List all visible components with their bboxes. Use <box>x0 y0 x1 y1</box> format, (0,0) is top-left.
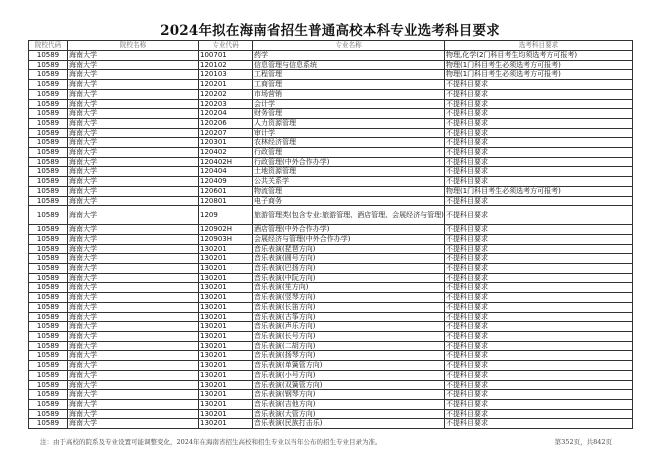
table-row <box>29 312 633 322</box>
major-code-cell: 130201 <box>199 399 253 409</box>
major-name-cell: 音乐表演(民族打击乐) <box>253 419 445 429</box>
table-row <box>29 186 633 196</box>
header-school-code: 院校代码 <box>29 41 68 51</box>
table-row <box>29 148 633 158</box>
table-row <box>29 409 633 419</box>
subject-requirement-cell: 不提科目要求 <box>445 341 633 351</box>
school-code-cell: 10589 <box>29 390 68 400</box>
major-code-cell: 120103 <box>199 70 253 80</box>
header-major-code: 专业代码 <box>199 41 253 51</box>
major-name-cell: 审计学 <box>253 128 445 138</box>
school-name-cell: 海南大学 <box>68 148 199 158</box>
major-name-cell: 音乐表演(钢琴方向) <box>253 390 445 400</box>
subject-requirement-cell: 物理(1门科目考生必须选考方可报考) <box>445 60 633 70</box>
school-name-cell: 海南大学 <box>68 177 199 187</box>
table-row <box>29 51 633 61</box>
major-name-cell: 音乐表演(大管方向) <box>253 409 445 419</box>
table-row <box>29 70 633 80</box>
school-code-cell: 10589 <box>29 70 68 80</box>
major-name-cell: 音乐表演(琵琶方向) <box>253 244 445 254</box>
subject-requirement-cell: 不提科目要求 <box>445 244 633 254</box>
school-code-cell: 10589 <box>29 51 68 61</box>
table-row <box>29 80 633 90</box>
major-code-cell: 130201 <box>199 293 253 303</box>
major-code-cell: 120409 <box>199 177 253 187</box>
school-name-cell: 海南大学 <box>68 234 199 244</box>
header-major-name: 专业名称 <box>253 41 445 51</box>
school-code-cell: 10589 <box>29 341 68 351</box>
table-row <box>29 254 633 264</box>
major-code-cell: 120902H <box>199 225 253 235</box>
subject-requirement-cell: 不提科目要求 <box>445 361 633 371</box>
major-name-cell: 音乐表演(圆号方向) <box>253 254 445 264</box>
subject-requirement-cell: 物理(1门科目考生必须选考方可报考) <box>445 70 633 80</box>
header-school-name: 院校名称 <box>68 41 199 51</box>
subject-requirement-cell: 不提科目要求 <box>445 234 633 244</box>
table-row <box>29 264 633 274</box>
major-code-cell: 120102 <box>199 60 253 70</box>
school-name-cell: 海南大学 <box>68 409 199 419</box>
table-row <box>29 225 633 235</box>
major-code-cell: 120801 <box>199 196 253 206</box>
major-name-cell: 音乐表演(长号方向) <box>253 331 445 341</box>
table-row <box>29 206 633 225</box>
table-row <box>29 177 633 187</box>
school-name-cell: 海南大学 <box>68 390 199 400</box>
school-name-cell: 海南大学 <box>68 283 199 293</box>
table-row <box>29 138 633 148</box>
table-row <box>29 331 633 341</box>
subject-requirement-cell: 不提科目要求 <box>445 409 633 419</box>
school-code-cell: 10589 <box>29 244 68 254</box>
major-code-cell: 130201 <box>199 322 253 332</box>
table-row <box>29 244 633 254</box>
table-row <box>29 167 633 177</box>
school-code-cell: 10589 <box>29 264 68 274</box>
major-code-cell: 130201 <box>199 409 253 419</box>
school-code-cell: 10589 <box>29 167 68 177</box>
school-code-cell: 10589 <box>29 302 68 312</box>
table-row <box>29 109 633 119</box>
major-name-cell: 农林经济管理 <box>253 138 445 148</box>
school-name-cell: 海南大学 <box>68 167 199 177</box>
major-name-cell: 音乐表演(中阮方向) <box>253 273 445 283</box>
major-code-cell: 120206 <box>199 118 253 128</box>
table-row <box>29 322 633 332</box>
school-code-cell: 10589 <box>29 293 68 303</box>
school-code-cell: 10589 <box>29 138 68 148</box>
major-code-cell: 130201 <box>199 283 253 293</box>
school-name-cell: 海南大学 <box>68 244 199 254</box>
major-name-cell: 音乐表演(声乐方向) <box>253 322 445 332</box>
school-name-cell: 海南大学 <box>68 331 199 341</box>
subject-requirement-cell: 不提科目要求 <box>445 148 633 158</box>
table-row <box>29 157 633 167</box>
major-name-cell: 音乐表演(笙方向) <box>253 283 445 293</box>
table-row <box>29 128 633 138</box>
major-name-cell: 市场营销 <box>253 89 445 99</box>
school-name-cell: 海南大学 <box>68 186 199 196</box>
major-code-cell: 120207 <box>199 128 253 138</box>
major-code-cell: 120203 <box>199 99 253 109</box>
table-row <box>29 361 633 371</box>
subject-requirement-cell: 不提科目要求 <box>445 399 633 409</box>
school-code-cell: 10589 <box>29 99 68 109</box>
school-name-cell: 海南大学 <box>68 380 199 390</box>
school-code-cell: 10589 <box>29 89 68 99</box>
major-code-cell: 130201 <box>199 390 253 400</box>
page-indicator: 第352页，共842页 <box>554 438 612 446</box>
major-name-cell: 音乐表演(长笛方向) <box>253 302 445 312</box>
major-name-cell: 旅游管理类(包含专业:旅游管理、酒店管理、会展经济与管理) <box>253 206 445 225</box>
major-name-cell: 音乐表演(吉他方向) <box>253 399 445 409</box>
school-name-cell: 海南大学 <box>68 312 199 322</box>
school-code-cell: 10589 <box>29 128 68 138</box>
subject-requirement-cell: 不提科目要求 <box>445 419 633 429</box>
major-code-cell: 130201 <box>199 302 253 312</box>
subject-requirement-cell: 不提科目要求 <box>445 293 633 303</box>
school-name-cell: 海南大学 <box>68 361 199 371</box>
table-row <box>29 399 633 409</box>
school-code-cell: 10589 <box>29 419 68 429</box>
school-name-cell: 海南大学 <box>68 254 199 264</box>
table-row <box>29 283 633 293</box>
major-name-cell: 工程管理 <box>253 70 445 80</box>
subject-requirement-cell: 不提科目要求 <box>445 283 633 293</box>
subject-requirements-table <box>28 40 633 429</box>
major-code-cell: 130201 <box>199 244 253 254</box>
major-code-cell: 120402H <box>199 157 253 167</box>
school-name-cell: 海南大学 <box>68 399 199 409</box>
major-name-cell: 财务管理 <box>253 109 445 119</box>
school-code-cell: 10589 <box>29 283 68 293</box>
subject-requirement-cell: 不提科目要求 <box>445 157 633 167</box>
school-code-cell: 10589 <box>29 370 68 380</box>
school-name-cell: 海南大学 <box>68 351 199 361</box>
major-code-cell: 130201 <box>199 254 253 264</box>
school-name-cell: 海南大学 <box>68 206 199 225</box>
major-name-cell: 行政管理(中外合作办学) <box>253 157 445 167</box>
major-name-cell: 音乐表演(古筝方向) <box>253 312 445 322</box>
subject-requirement-cell: 不提科目要求 <box>445 322 633 332</box>
subject-requirement-cell: 不提科目要求 <box>445 312 633 322</box>
school-name-cell: 海南大学 <box>68 264 199 274</box>
school-name-cell: 海南大学 <box>68 273 199 283</box>
school-name-cell: 海南大学 <box>68 370 199 380</box>
school-name-cell: 海南大学 <box>68 51 199 61</box>
subject-requirement-cell: 不提科目要求 <box>445 264 633 274</box>
subject-requirement-cell: 物理,化学(2门科目考生均须选考方可报考) <box>445 51 633 61</box>
subject-requirement-cell: 不提科目要求 <box>445 273 633 283</box>
school-name-cell: 海南大学 <box>68 293 199 303</box>
school-code-cell: 10589 <box>29 322 68 332</box>
major-code-cell: 120201 <box>199 80 253 90</box>
school-code-cell: 10589 <box>29 148 68 158</box>
major-code-cell: 130201 <box>199 264 253 274</box>
subject-requirement-cell: 不提科目要求 <box>445 390 633 400</box>
school-name-cell: 海南大学 <box>68 70 199 80</box>
table-row <box>29 380 633 390</box>
subject-requirement-cell: 不提科目要求 <box>445 331 633 341</box>
table-row <box>29 302 633 312</box>
school-code-cell: 10589 <box>29 351 68 361</box>
subject-requirement-cell: 不提科目要求 <box>445 302 633 312</box>
major-name-cell: 药学 <box>253 51 445 61</box>
major-code-cell: 130201 <box>199 341 253 351</box>
major-code-cell: 120204 <box>199 109 253 119</box>
major-code-cell: 130201 <box>199 273 253 283</box>
school-name-cell: 海南大学 <box>68 128 199 138</box>
major-name-cell: 音乐表演(单簧管方向) <box>253 361 445 371</box>
school-name-cell: 海南大学 <box>68 225 199 235</box>
school-name-cell: 海南大学 <box>68 118 199 128</box>
school-code-cell: 10589 <box>29 225 68 235</box>
table-row <box>29 351 633 361</box>
major-name-cell: 音乐表演(双簧管方向) <box>253 380 445 390</box>
subject-requirement-cell: 不提科目要求 <box>445 177 633 187</box>
school-name-cell: 海南大学 <box>68 99 199 109</box>
table-header-row <box>29 41 633 51</box>
school-code-cell: 10589 <box>29 409 68 419</box>
major-code-cell: 1209 <box>199 206 253 225</box>
major-code-cell: 100701 <box>199 51 253 61</box>
school-code-cell: 10589 <box>29 109 68 119</box>
subject-requirement-cell: 不提科目要求 <box>445 89 633 99</box>
school-code-cell: 10589 <box>29 157 68 167</box>
major-code-cell: 120404 <box>199 167 253 177</box>
school-code-cell: 10589 <box>29 254 68 264</box>
school-code-cell: 10589 <box>29 380 68 390</box>
subject-requirement-cell: 不提科目要求 <box>445 206 633 225</box>
subject-requirement-cell: 不提科目要求 <box>445 196 633 206</box>
major-name-cell: 音乐表演(扬琴方向) <box>253 351 445 361</box>
school-code-cell: 10589 <box>29 234 68 244</box>
school-name-cell: 海南大学 <box>68 80 199 90</box>
table-row <box>29 89 633 99</box>
school-code-cell: 10589 <box>29 186 68 196</box>
table-row <box>29 196 633 206</box>
subject-requirement-cell: 不提科目要求 <box>445 370 633 380</box>
subject-requirement-cell: 不提科目要求 <box>445 128 633 138</box>
school-code-cell: 10589 <box>29 361 68 371</box>
school-name-cell: 海南大学 <box>68 322 199 332</box>
major-name-cell: 会计学 <box>253 99 445 109</box>
subject-requirement-cell: 不提科目要求 <box>445 351 633 361</box>
major-name-cell: 音乐表演(巴扬方向) <box>253 264 445 274</box>
subject-requirement-cell: 不提科目要求 <box>445 99 633 109</box>
subject-requirement-cell: 物理(1门科目考生必须选考方可报考) <box>445 186 633 196</box>
major-code-cell: 130201 <box>199 331 253 341</box>
school-name-cell: 海南大学 <box>68 138 199 148</box>
school-name-cell: 海南大学 <box>68 196 199 206</box>
major-code-cell: 130201 <box>199 361 253 371</box>
table-row <box>29 234 633 244</box>
school-code-cell: 10589 <box>29 196 68 206</box>
major-name-cell: 电子商务 <box>253 196 445 206</box>
document-title: 2024年拟在海南省招生普通高校本科专业选考科目要求 <box>160 23 500 39</box>
subject-requirement-cell: 不提科目要求 <box>445 118 633 128</box>
table-row <box>29 370 633 380</box>
footnote: 注：由于高校的院系及专业设置可能调整变化，2024年在海南省招生高校和招生专业以当年公布的招生专业目录为准。 <box>40 438 382 446</box>
major-name-cell: 音乐表演(竖琴方向) <box>253 293 445 303</box>
school-name-cell: 海南大学 <box>68 157 199 167</box>
table-row <box>29 341 633 351</box>
school-code-cell: 10589 <box>29 118 68 128</box>
major-name-cell: 音乐表演(二胡方向) <box>253 341 445 351</box>
subject-requirement-cell: 不提科目要求 <box>445 254 633 264</box>
school-name-cell: 海南大学 <box>68 89 199 99</box>
major-name-cell: 土地资源管理 <box>253 167 445 177</box>
major-code-cell: 130201 <box>199 370 253 380</box>
school-code-cell: 10589 <box>29 60 68 70</box>
school-code-cell: 10589 <box>29 399 68 409</box>
major-code-cell: 130201 <box>199 419 253 429</box>
major-name-cell: 行政管理 <box>253 148 445 158</box>
school-name-cell: 海南大学 <box>68 60 199 70</box>
major-code-cell: 130201 <box>199 380 253 390</box>
school-name-cell: 海南大学 <box>68 109 199 119</box>
school-code-cell: 10589 <box>29 312 68 322</box>
table-body <box>29 51 633 429</box>
major-name-cell: 酒店管理(中外合作办学) <box>253 225 445 235</box>
table-row <box>29 60 633 70</box>
subject-requirement-cell: 不提科目要求 <box>445 80 633 90</box>
table-row <box>29 118 633 128</box>
school-name-cell: 海南大学 <box>68 302 199 312</box>
major-code-cell: 130201 <box>199 312 253 322</box>
subject-requirement-cell: 不提科目要求 <box>445 225 633 235</box>
major-name-cell: 信息管理与信息系统 <box>253 60 445 70</box>
school-code-cell: 10589 <box>29 273 68 283</box>
school-code-cell: 10589 <box>29 177 68 187</box>
subject-requirement-cell: 不提科目要求 <box>445 138 633 148</box>
table-row <box>29 293 633 303</box>
school-code-cell: 10589 <box>29 206 68 225</box>
major-name-cell: 工商管理 <box>253 80 445 90</box>
major-code-cell: 120301 <box>199 138 253 148</box>
school-code-cell: 10589 <box>29 80 68 90</box>
subject-requirement-cell: 不提科目要求 <box>445 109 633 119</box>
major-name-cell: 音乐表演(小号方向) <box>253 370 445 380</box>
major-name-cell: 人力资源管理 <box>253 118 445 128</box>
table-row <box>29 390 633 400</box>
subject-requirement-cell: 不提科目要求 <box>445 167 633 177</box>
header-subject-requirement: 选考科目要求 <box>445 41 633 51</box>
major-name-cell: 会展经济与管理(中外合作办学) <box>253 234 445 244</box>
table-row <box>29 419 633 429</box>
major-code-cell: 120202 <box>199 89 253 99</box>
school-name-cell: 海南大学 <box>68 419 199 429</box>
school-code-cell: 10589 <box>29 331 68 341</box>
major-code-cell: 120402 <box>199 148 253 158</box>
major-code-cell: 130201 <box>199 351 253 361</box>
major-code-cell: 120903H <box>199 234 253 244</box>
major-name-cell: 公共关系学 <box>253 177 445 187</box>
school-name-cell: 海南大学 <box>68 341 199 351</box>
major-code-cell: 120601 <box>199 186 253 196</box>
subject-requirement-cell: 不提科目要求 <box>445 380 633 390</box>
major-name-cell: 物流管理 <box>253 186 445 196</box>
table-row <box>29 99 633 109</box>
table-row <box>29 273 633 283</box>
